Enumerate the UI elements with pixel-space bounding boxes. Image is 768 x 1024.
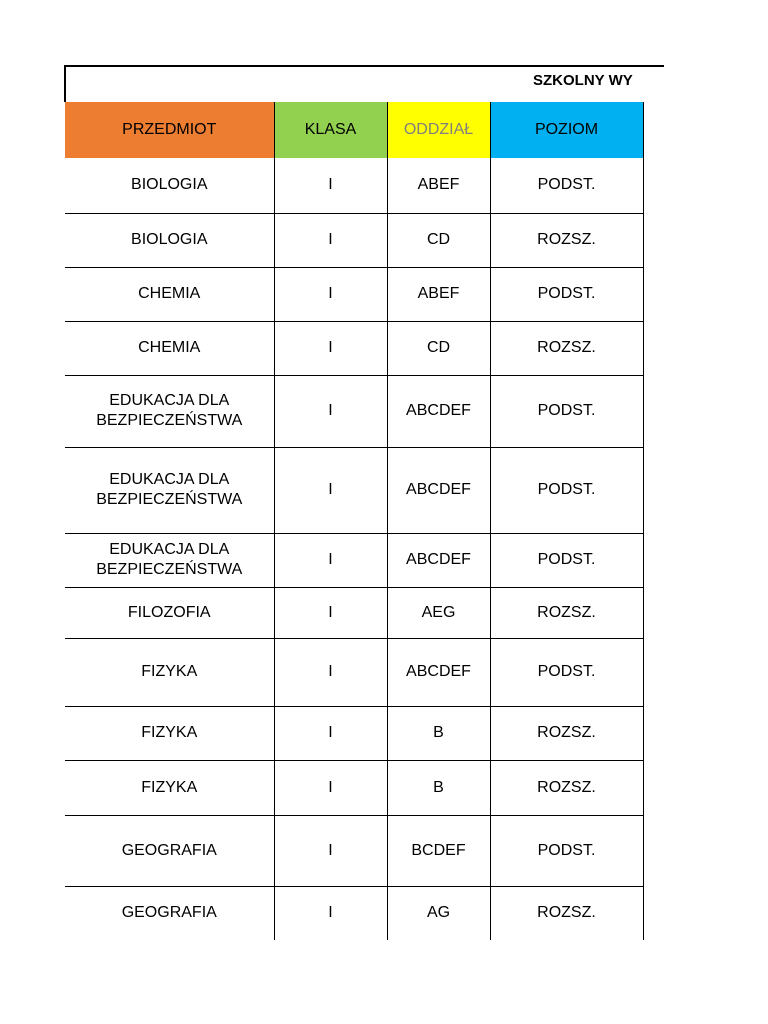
header-przedmiot: PRZEDMIOT	[65, 102, 274, 158]
cell-poziom[interactable]: PODST.	[490, 447, 643, 533]
table-body	[65, 158, 643, 940]
subject-text: EDUKACJA DLA BEZPIECZEŃSTWA	[96, 471, 243, 508]
table-row	[65, 886, 643, 940]
cell-oddzial[interactable]: CD	[387, 321, 490, 375]
table-row	[65, 638, 643, 706]
cell-oddzial[interactable]: ABEF	[387, 267, 490, 321]
cell-klasa[interactable]: I	[274, 886, 387, 940]
cell-oddzial[interactable]: B	[387, 706, 490, 760]
cell-oddzial[interactable]: CD	[387, 213, 490, 267]
table-row	[65, 760, 643, 815]
cell-klasa[interactable]: I	[274, 447, 387, 533]
cell-poziom[interactable]: PODST.	[490, 267, 643, 321]
cell-oddzial[interactable]: ABCDEF	[387, 638, 490, 706]
cell-poziom[interactable]: PODST.	[490, 815, 643, 886]
table-row	[65, 267, 643, 321]
cell-przedmiot[interactable]: FIZYKA	[65, 638, 274, 706]
cell-przedmiot[interactable]: GEOGRAFIA	[65, 815, 274, 886]
table-row	[65, 447, 643, 533]
cell-oddzial[interactable]: ABEF	[387, 158, 490, 213]
cell-poziom[interactable]: PODST.	[490, 638, 643, 706]
cell-oddzial[interactable]: AEG	[387, 587, 490, 638]
cell-przedmiot[interactable]: BIOLOGIA	[65, 158, 274, 213]
table-row	[65, 706, 643, 760]
cell-oddzial[interactable]: ABCDEF	[387, 375, 490, 447]
sheet-title: SZKOLNY WY	[533, 72, 633, 89]
cell-klasa[interactable]: I	[274, 158, 387, 213]
cell-klasa[interactable]: I	[274, 375, 387, 447]
cell-oddzial[interactable]: BCDEF	[387, 815, 490, 886]
cell-poziom[interactable]: PODST.	[490, 533, 643, 587]
cell-przedmiot[interactable]	[65, 447, 274, 533]
table-row	[65, 321, 643, 375]
cell-poziom[interactable]: ROZSZ.	[490, 706, 643, 760]
table-row	[65, 587, 643, 638]
table-row	[65, 213, 643, 267]
cell-przedmiot[interactable]: CHEMIA	[65, 267, 274, 321]
header-poziom: POZIOM	[490, 102, 643, 158]
cell-klasa[interactable]: I	[274, 638, 387, 706]
cell-klasa[interactable]: I	[274, 760, 387, 815]
cell-przedmiot[interactable]: CHEMIA	[65, 321, 274, 375]
cell-klasa[interactable]: I	[274, 213, 387, 267]
table-row	[65, 533, 643, 587]
table-row	[65, 375, 643, 447]
subject-text: EDUKACJA DLA BEZPIECZEŃSTWA	[96, 541, 243, 578]
cell-przedmiot[interactable]: FILOZOFIA	[65, 587, 274, 638]
cell-przedmiot[interactable]: FIZYKA	[65, 706, 274, 760]
cell-przedmiot[interactable]: FIZYKA	[65, 760, 274, 815]
cell-oddzial[interactable]: ABCDEF	[387, 447, 490, 533]
cell-klasa[interactable]: I	[274, 321, 387, 375]
cell-przedmiot[interactable]	[65, 533, 274, 587]
table-row	[65, 158, 643, 213]
cell-poziom[interactable]: ROZSZ.	[490, 760, 643, 815]
cell-klasa[interactable]: I	[274, 815, 387, 886]
cell-poziom[interactable]: ROZSZ.	[490, 321, 643, 375]
cell-poziom[interactable]: PODST.	[490, 375, 643, 447]
cell-oddzial[interactable]: B	[387, 760, 490, 815]
header-oddzial: ODDZIAŁ	[387, 102, 490, 158]
cell-klasa[interactable]: I	[274, 533, 387, 587]
cell-oddzial[interactable]: AG	[387, 886, 490, 940]
cell-przedmiot[interactable]: GEOGRAFIA	[65, 886, 274, 940]
cell-poziom[interactable]: ROZSZ.	[490, 213, 643, 267]
cell-przedmiot[interactable]	[65, 375, 274, 447]
cell-oddzial[interactable]: ABCDEF	[387, 533, 490, 587]
cell-poziom[interactable]: ROZSZ.	[490, 587, 643, 638]
header-klasa: KLASA	[274, 102, 387, 158]
table-row	[65, 815, 643, 886]
cell-klasa[interactable]: I	[274, 267, 387, 321]
cell-poziom[interactable]: ROZSZ.	[490, 886, 643, 940]
cell-poziom[interactable]: PODST.	[490, 158, 643, 213]
header-row	[65, 102, 643, 158]
subject-text: EDUKACJA DLA BEZPIECZEŃSTWA	[96, 392, 243, 429]
cell-klasa[interactable]: I	[274, 706, 387, 760]
subject-table	[65, 102, 644, 940]
cell-klasa[interactable]: I	[274, 587, 387, 638]
cell-przedmiot[interactable]: BIOLOGIA	[65, 213, 274, 267]
